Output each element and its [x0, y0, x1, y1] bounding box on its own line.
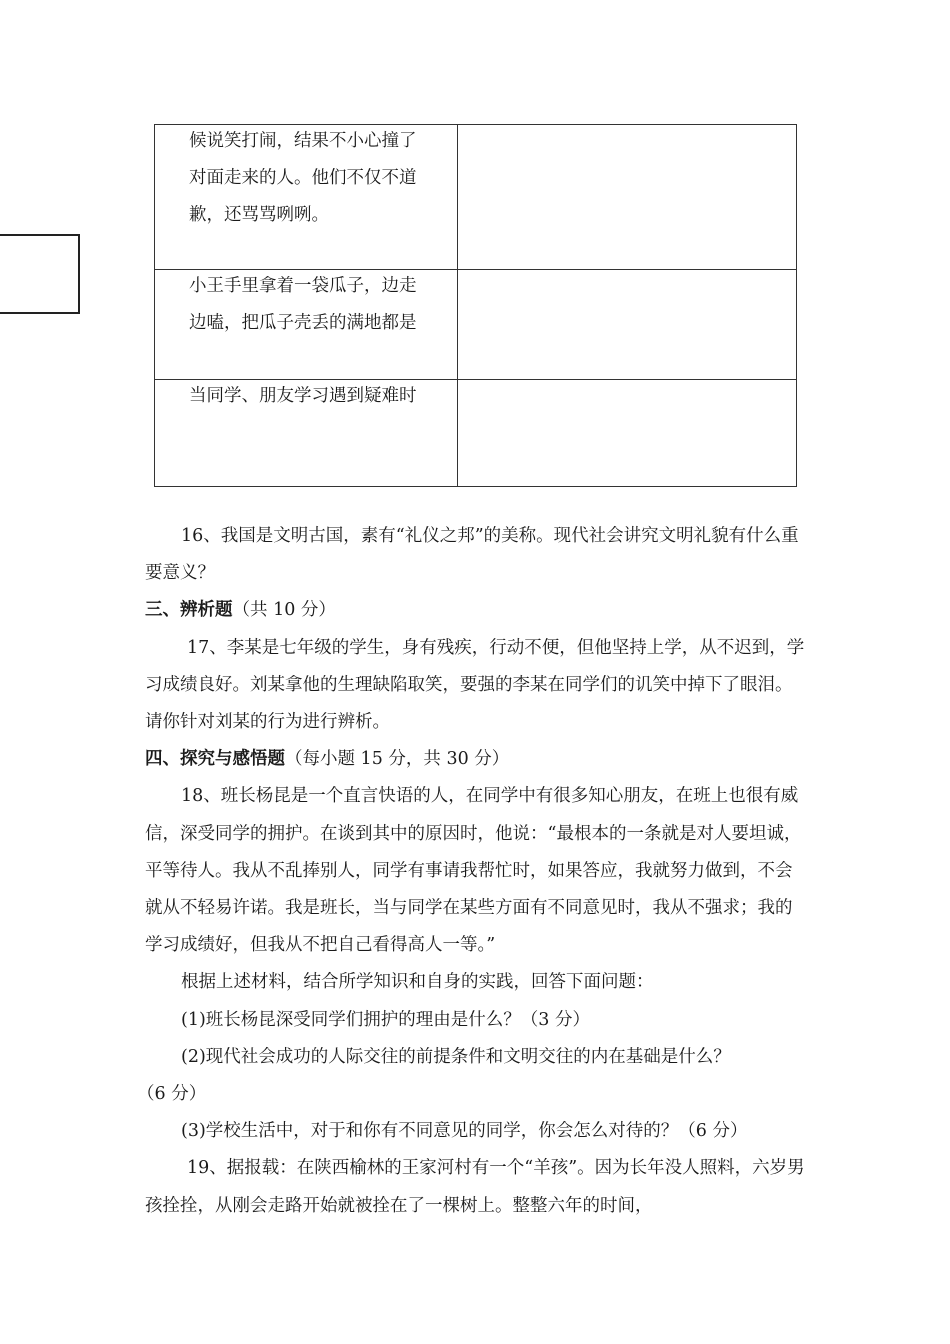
section-3-note: （共 10 分） — [232, 600, 336, 621]
scenario-text: 当同学、朋友学习遇到疑难时 — [189, 386, 417, 406]
answer-cell[interactable] — [458, 270, 797, 380]
question-content — [137, 518, 805, 1225]
scenario-cell — [155, 270, 458, 380]
section-4-heading — [145, 741, 805, 778]
question-18-sub-3: (3)学校生活中，对于和你有不同意见的同学，你会怎么对待的？（6 分） — [181, 1121, 748, 1142]
question-19: 19、据报载：在陕西榆林的王家河村有一个“羊孩”。因为长年没人照料，六岁男孩拴拴，从刚会走路开始就被拴在了一棵树上。整整六年的时间， — [145, 1158, 805, 1216]
scenario-cell — [155, 125, 458, 270]
question-18-instruction: 根据上述材料，结合所学知识和自身的实践，回答下面问题： — [181, 972, 654, 993]
binding-margin-box — [0, 234, 80, 314]
scenario-text: 候说笑打闹，结果不小心撞了对面走来的人。他们不仅不道歉，还骂骂咧咧。 — [189, 131, 417, 225]
scenario-cell — [155, 380, 458, 487]
question-17: 17、李某是七年级的学生，身有残疾，行动不便，但他坚持上学，从不迟到，学习成绩良好。刘某拿他的生理缺陷取笑，要强的李某在同学们的讥笑中掉下了眼泪。请你针对刘某的行为进行辨析。 — [145, 637, 805, 733]
section-3-heading — [145, 592, 805, 629]
question-18-sub-1: (1)班长杨昆深受同学们拥护的理由是什么？（3 分） — [181, 1009, 590, 1030]
table-row — [155, 270, 797, 380]
table-row — [155, 125, 797, 270]
question-18-sub-2: (2)现代社会成功的人际交往的前提条件和文明交往的内在基础是什么？ — [181, 1046, 731, 1067]
question-18-sub-2-score: （6 分） — [137, 1084, 207, 1105]
scenario-table — [154, 124, 797, 487]
answer-cell[interactable] — [458, 380, 797, 487]
answer-cell[interactable] — [458, 125, 797, 270]
question-18: 18、班长杨昆是一个直言快语的人，在同学中有很多知心朋友，在班上也很有威信，深受同学的拥护。在谈到其中的原因时，他说：“最根本的一条就是对人要坦诚，平等待人。我从不乱捧别人，同学有事请我帮忙时，如果答应，我就努力做到，不会就从不轻易许诺。我是班长，当与同学在某些方面有不同意见时，我从不强求；我的学习成绩好，但我从不把自己看得高人一等。” — [145, 786, 802, 956]
table-row — [155, 380, 797, 487]
section-4-note: （每小题 15 分，共 30 分） — [285, 749, 510, 770]
section-4-title: 四、探究与感悟题 — [145, 749, 285, 770]
question-16: 16、我国是文明古国，素有“礼仪之邦”的美称。现代社会讲究文明礼貌有什么重要意义？ — [145, 526, 799, 584]
section-3-title: 三、辨析题 — [145, 600, 233, 621]
scenario-text: 小王手里拿着一袋瓜子，边走边嗑，把瓜子壳丢的满地都是 — [189, 276, 417, 333]
